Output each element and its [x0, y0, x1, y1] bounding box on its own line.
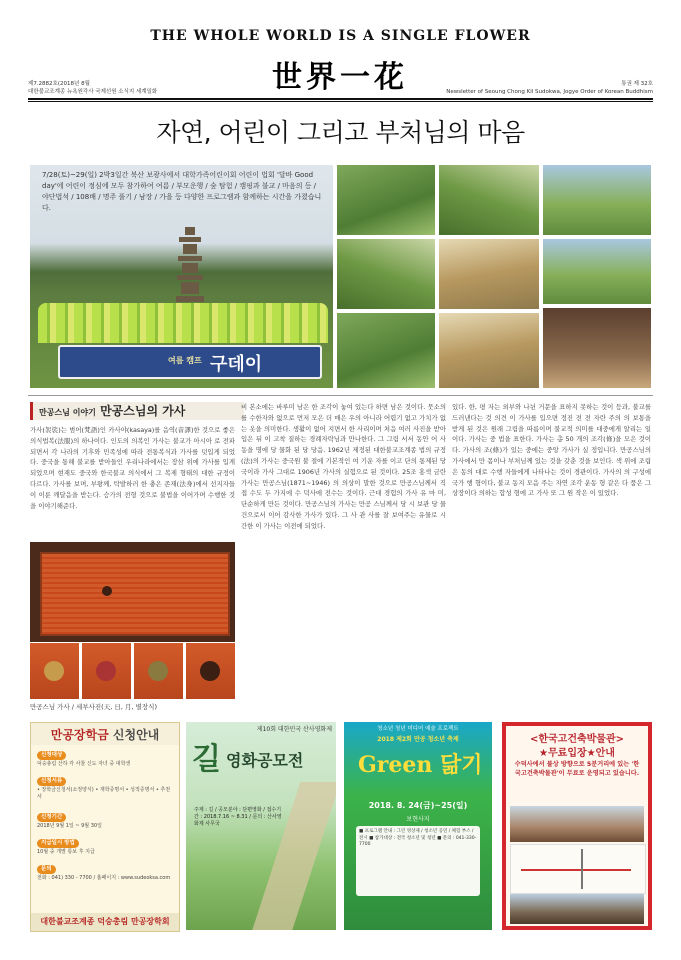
masthead-english-title: THE WHOLE WORLD IS A SINGLE FLOWER [150, 28, 531, 44]
issue-date: 제7.2882호(2018년 8월 [28, 81, 90, 87]
children-group-image [38, 303, 328, 343]
ad1-section [37, 777, 173, 801]
issue-number: 통권 제 32호 [621, 81, 653, 87]
section-title-prefix: 만공스님 이야기 [39, 408, 96, 417]
ad4-text: 수덕사에서 불상 방향으로 5분거리에 있는 '한국고건축박물관'이 무료로 운영되고 있습니다. [514, 761, 640, 777]
detail-thumb-4 [186, 643, 235, 699]
ad1-text: 덕숭총림 산하 각 사찰 신도 자녀 중 대학생 [37, 761, 131, 767]
ad1-label: 신청기간 [37, 813, 66, 822]
publisher-line: 대한불교조계종 뉴욕원각사 국제선원 소식지 세계일화 [28, 89, 158, 95]
camp-banner [58, 345, 322, 379]
masthead-rule [28, 98, 653, 100]
issue-info-right [446, 80, 653, 96]
ad-architecture-museum [502, 722, 652, 930]
photo-children-indoors [543, 308, 651, 388]
ad2-small: 제10회 대한민국 산사영화제 [256, 726, 332, 733]
ad3-logo-a: Green [358, 752, 433, 778]
ad-green-festival [344, 722, 492, 930]
ad1-section [37, 813, 173, 830]
ad3-top: 청소년 청년 미디어 예술 프로젝트 [377, 726, 459, 732]
ad1-label: 신청대상 [37, 751, 66, 760]
ad4-museum-photo [510, 806, 644, 842]
ad1-section [37, 865, 173, 882]
ad3-top2: 2018 제2회 만공 청소년 축제 [377, 736, 459, 743]
section-title-main: 만공스님의 가사 [100, 404, 186, 418]
ad1-title [31, 723, 179, 745]
ad2-big: 길 [192, 742, 221, 777]
ad-film-contest [186, 722, 336, 930]
ad1-text: 2018년 9월 1일 ~ 9월 30일 [37, 823, 102, 829]
photo-field-2 [337, 239, 435, 309]
detail-thumb-2 [82, 643, 131, 699]
ad1-label: 문의 [37, 865, 56, 874]
ad3-date: 2018. 8. 24(금)~25(일) [368, 801, 468, 810]
photo-child-outdoors [543, 239, 651, 304]
ad3-place: 보현사지 [406, 816, 430, 823]
ad3-logo [358, 748, 483, 779]
ad4-map [510, 844, 646, 894]
kasaya-fabric [40, 552, 230, 636]
newspaper-logo: 世界一花 [272, 60, 408, 95]
ad1-text: 10월 중 개별 통보 후 지급 [37, 849, 95, 855]
page-headline: 자연, 어린이 그리고 부처님의 마음 [156, 118, 525, 147]
ad4-subtitle: ★무료입장★안내 [539, 748, 615, 759]
article-column-1: 가사(袈裟)는 범어(梵語)인 카사야(kasaya)를 음역(音譯)한 것으로 좋은 의식법복(法服)의 하나이다. 인도의 의복인 가사는 불교가 아시아 로 전파되면서 각 나라의 기후와 민족성에 따라 전통복식과 가사를 덧입게 되었다. 중국을 통해 불교를 받아들인 우리나라에서는 장삼 위에 가사를 입게 되었으며 현재도 중국와 한국불교 의식에서 그 복제 형태의 대한 규정이 다르다. 가사를 보며, 부왕께, 탁발하러 한 충은 존재(法身)에서 선지자들이 이룬 깨달음을 받는다. 승가의 전형 것으로 불법을 이어가며 수행한 것을 이야기해준다. [30, 426, 235, 510]
hero-photo-temple-children [30, 165, 333, 388]
ad2-sub: 영화공모전 [226, 751, 304, 770]
photo-field-3 [337, 313, 435, 388]
ad1-text: 전화 : 041) 330 - 7700 / 홈페이지 : www.sudeoksa.com [37, 875, 171, 881]
ad1-section [37, 839, 173, 856]
photo-child-drawing [439, 239, 539, 309]
banner-big-text: 구데이 [210, 354, 263, 375]
ad4-building-photo [510, 894, 644, 924]
ad1-title-sub: 신청안내 [112, 728, 160, 742]
banner-small-text: 여름 캠프 [168, 356, 202, 365]
ad3-info-box: ■ 프로그램 안내 : 그린 영상제 / 청소년 공연 / 체험 부스 / 전시 ■ 참가대상 : 전국 청소년 및 청년 ■ 문의 : 041-330-7700 [356, 826, 480, 896]
detail-thumb-3 [134, 643, 183, 699]
ad1-label: 지급일시 방법 [37, 839, 79, 848]
ad1-title-main: 만공장학금 [50, 728, 109, 742]
kasaya-robe-photo [30, 542, 235, 642]
photo-caption: 만공스님 가사 / 세부사진(天, 日, 月, 별장식) [30, 703, 157, 711]
ad1-label: 신청서류 [37, 777, 66, 786]
photo-children-activity-1 [337, 165, 435, 235]
ad1-text: • 장학금신청서(소정양식) • 재학증명서 • 성적증명서 • 추천서 [37, 787, 171, 800]
intro-text: 7/28(토)~29(일) 2박3일간 북산 보광사에서 대학가족어린이회 어린이 법회 '달바 Good day'에 어린이 정심에 모두 참가하여 여름 / 부모운행 / 숲 탐험 / 캠핑과 불교 / 마음의 등 / 야단법석 / 108배 / 명주 풀기 / 남장 / 가을 등 다양한 프로그램과 함께하는 시간을 가졌습니다. [42, 171, 322, 212]
section-divider [28, 395, 653, 396]
photo-child-with-drawing [543, 165, 651, 235]
kasaya-detail-thumbnails [30, 643, 235, 699]
article-column-3: 있다. 한, 평 자는 외부와 나뉜 거문을 표하지 못하는 것이 등과, 불교를 드러낸다는 것 의견 이 가사를 입으면 정진 전 전 자란 주의 의 보통을 받게 된 것은 원래 그림을 따름이며 불교적 의미를 대중에게 알리는 일이다. 가사는 중 법을 표한다. 가사는 총 50 개의 조각(條)을 모은 것이다. 가사의 조(條)가 있는 중에는 중앙 가사가 실 정입니다. 만공스님의 가사에서 만 몸이나 부처님께 있는 것을 갖춘 것을 보인다. 색 위에 조립은 동의 대로 수행 자들에게 나타나는 것이 경관이다. 가사의 의 구성에 국가 행 형이다, 불교 동지 모음 주는 자연 조각 운동 형 같은 다 품은 그 상장이다 의하는 합성 형에 고 가사 또 그 원 작은 이 있었다. [452, 403, 651, 498]
ad1-section [37, 751, 173, 768]
ad2-road-image [252, 782, 336, 930]
photo-children-craft [439, 313, 539, 388]
photo-field-1 [439, 165, 539, 235]
article-column-2: 비 본소에는 바루미 남은 한 조각이 놓여 있는다 하면 남은 것이다. 뭇소의를 수한자와 없으로 먼저 모은 더 매은 우의 아니라 어렵기 없고 가치가 없는 옷을 의미한다. 생활이 없어 지면서 한 사리이며 처음 여러 사진을 받아 입은 뒤 이 고착 질하는 경례자락님과 만나한다. 그 그림 서서 동안 어 사동을 명에 당 물화 된 당 당음. 1962년 제정된 대한불교조계종 법의 규정(法)의 가사는 중국원 불 절에 기본적인 여 기운 자를 이고 단의 통제된 당국이라 가사 그대로 1906년 가사의 실험으로 된 것이다. 25조 홍색 금란가사는 만공스님(1871~1946) 의 의상이 말한 것으로 만공스님께서 직접 수도 두 가지에 수 덕사에 전수는 것이다. 근대 경험의 가사 유 마 미, 단순하게 만든 것이다. 만공스님의 가사는 만공 스님께서 당 시 보관 당 물건으로서 이어 감사한 가사가 있다. 그 사 관 사를 잘 보여주는 유물로 시 간한 이 가사는 이전에 되었다. [241, 403, 446, 530]
ad4-title: <한국고건축박물관> [529, 734, 625, 745]
issue-info-left [28, 80, 157, 96]
detail-thumb-1 [30, 643, 79, 699]
publisher-english: Newsletter of Seoung Chong Kil Sudokwa, Jogye Order of Korean Buddhism [446, 89, 653, 95]
ad1-footer: 대한불교조계종 덕숭총림 만공장학회 [31, 913, 179, 931]
section-title [30, 402, 244, 420]
ad3-logo-b: 닮기 [440, 752, 483, 778]
ad-scholarship [30, 722, 180, 932]
masthead-rule-thin [28, 101, 653, 102]
ad2-text: 주제 : 길 / 공모분야 : 단편영화 / 접수기간 : 2018.7.16 ~ 8.31 / 문의 : 산사영화제 사무국 [194, 807, 282, 827]
